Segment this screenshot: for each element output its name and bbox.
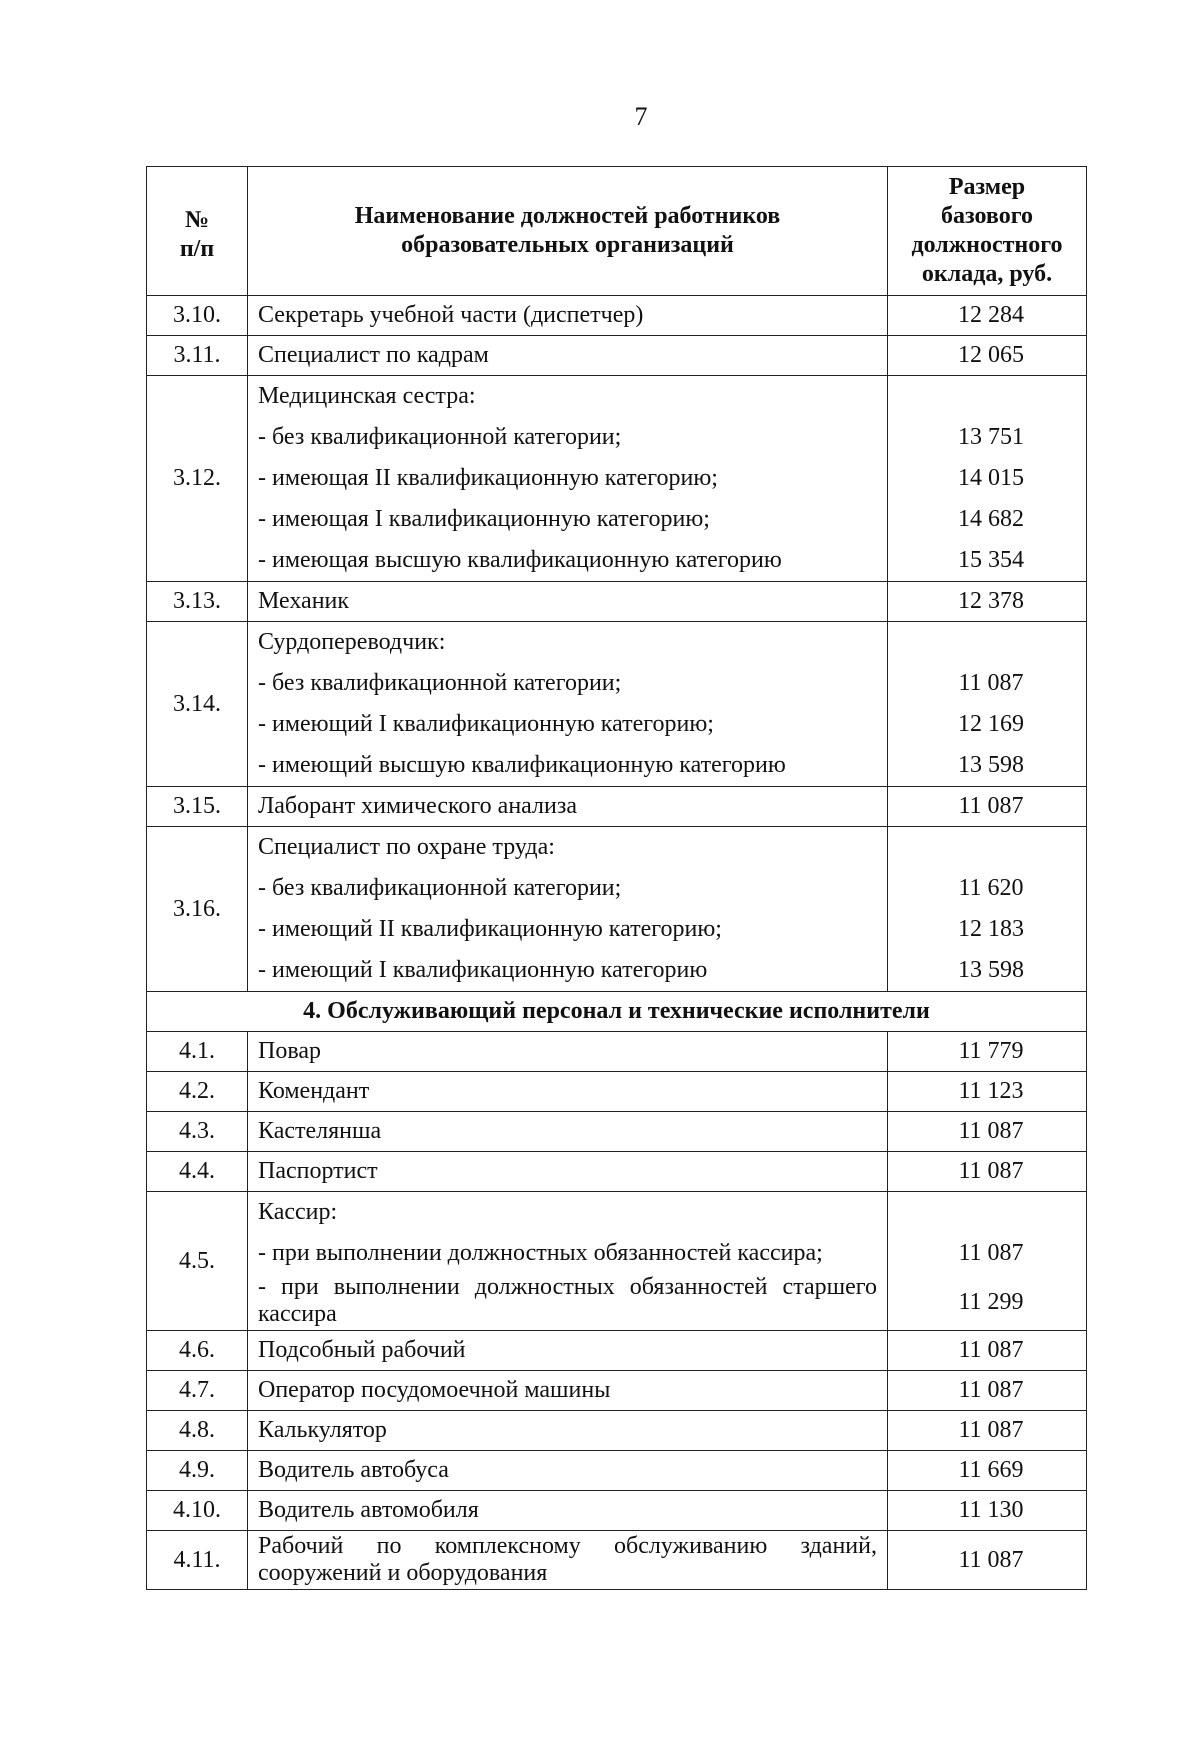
table-row: [147, 582, 1087, 622]
table-row: [147, 1371, 1087, 1411]
row-position-group: [248, 376, 888, 582]
table-row-group: [147, 622, 1087, 787]
row-number: 3.16.: [147, 827, 248, 992]
page-number: 7: [634, 102, 648, 131]
row-position: Механик: [248, 582, 888, 622]
row-salary-group: [888, 622, 1087, 787]
row-salary: 12 065: [888, 336, 1087, 376]
table-row: [147, 1491, 1087, 1531]
table-row-group: [147, 1192, 1087, 1331]
group-item: - при выполнении должностных обязанностей старшего кассира: [258, 1274, 877, 1327]
header-salary-label: Размер базового должностного оклада, руб.: [911, 174, 1063, 287]
row-salary: 12 284: [888, 296, 1087, 336]
row-number: 3.14.: [147, 622, 248, 787]
table-row: [147, 1112, 1087, 1152]
group-item-salary: 11 087: [958, 670, 1024, 696]
group-item: - без квалификационной категории;: [258, 670, 622, 696]
row-number: 3.12.: [147, 376, 248, 582]
group-item-salary: 13 598: [958, 957, 1024, 983]
row-salary: 12 378: [888, 582, 1087, 622]
row-position: Лаборант химического анализа: [248, 787, 888, 827]
group-item-salary: 13 751: [958, 424, 1024, 450]
row-salary: 11 130: [888, 1491, 1087, 1531]
row-position: Секретарь учебной части (диспетчер): [248, 296, 888, 336]
table-row: [147, 1411, 1087, 1451]
row-salary: 11 779: [888, 1032, 1087, 1072]
header-position-label: Наименование должностей работников образовательных организаций: [354, 203, 781, 258]
group-item-salary: 11 087: [958, 1240, 1024, 1266]
row-position: Комендант: [248, 1072, 888, 1112]
group-item-salary: 13 598: [958, 752, 1024, 778]
group-item: - имеющий высшую квалификационную категорию: [258, 752, 786, 778]
group-item: - без квалификационной категории;: [258, 424, 622, 450]
section-title: 4. Обслуживающий персонал и технические исполнители: [147, 992, 1087, 1032]
row-number: 3.11.: [147, 336, 248, 376]
group-item: - имеющая высшую квалификационную категорию: [258, 547, 782, 573]
salary-table-container: [146, 166, 1086, 1590]
row-salary-group: [888, 1192, 1087, 1331]
row-number: 3.10.: [147, 296, 248, 336]
row-number: 4.9.: [147, 1451, 248, 1491]
row-position: Повар: [248, 1032, 888, 1072]
table-row: [147, 787, 1087, 827]
table-header-row: [147, 167, 1087, 296]
salary-table: [146, 166, 1087, 1590]
header-salary: [888, 167, 1087, 296]
row-number: 4.1.: [147, 1032, 248, 1072]
header-number: [147, 167, 248, 296]
table-row: [147, 1152, 1087, 1192]
group-item-salary: 11 620: [958, 875, 1024, 901]
row-position: Водитель автобуса: [248, 1451, 888, 1491]
row-position-group: [248, 622, 888, 787]
group-item: - имеющий II квалификационную категорию;: [258, 916, 722, 942]
row-salary: 11 087: [888, 1411, 1087, 1451]
group-item-salary: 12 169: [958, 711, 1024, 737]
row-salary: 11 087: [888, 1531, 1087, 1590]
row-number: 4.6.: [147, 1331, 248, 1371]
table-row: [147, 1451, 1087, 1491]
row-number: 4.7.: [147, 1371, 248, 1411]
row-number: 4.4.: [147, 1152, 248, 1192]
row-number: 4.8.: [147, 1411, 248, 1451]
row-position: Рабочий по комплексному обслуживанию зданий, сооружений и оборудования: [248, 1531, 888, 1590]
table-row: [147, 1072, 1087, 1112]
row-salary: 11 123: [888, 1072, 1087, 1112]
group-item-salary: 14 015: [958, 465, 1024, 491]
group-item: - без квалификационной категории;: [258, 875, 622, 901]
table-row: [147, 1032, 1087, 1072]
row-salary: 11 669: [888, 1451, 1087, 1491]
table-row: [147, 1531, 1087, 1590]
row-position: Калькулятор: [248, 1411, 888, 1451]
row-number: 4.5.: [147, 1192, 248, 1331]
row-position: Подсобный рабочий: [248, 1331, 888, 1371]
row-salary: 11 087: [888, 1112, 1087, 1152]
group-item: - имеющий I квалификационную категорию: [258, 957, 708, 983]
row-number: 4.11.: [147, 1531, 248, 1590]
row-position-group: [248, 827, 888, 992]
row-salary: 11 087: [888, 787, 1087, 827]
header-position-name: [248, 167, 888, 296]
group-item: - имеющая II квалификационную категорию;: [258, 465, 718, 491]
table-row: [147, 336, 1087, 376]
table-row-group: [147, 827, 1087, 992]
group-item-salary: 15 354: [958, 547, 1024, 573]
row-number: 4.10.: [147, 1491, 248, 1531]
row-position-group: [248, 1192, 888, 1331]
group-title: Медицинская сестра:: [258, 383, 476, 409]
row-salary: 11 087: [888, 1331, 1087, 1371]
group-item-salary: 12 183: [958, 916, 1024, 942]
row-number: 4.3.: [147, 1112, 248, 1152]
row-salary-group: [888, 827, 1087, 992]
table-row: [147, 296, 1087, 336]
table-row: [147, 1331, 1087, 1371]
group-item: - имеющий I квалификационную категорию;: [258, 711, 714, 737]
group-item-salary: 11 299: [958, 1289, 1024, 1315]
section-header-row: [147, 992, 1087, 1032]
group-title: Специалист по охране труда:: [258, 834, 555, 860]
table-row-group: [147, 376, 1087, 582]
group-title: Кассир:: [258, 1199, 338, 1225]
row-salary: 11 087: [888, 1152, 1087, 1192]
row-position: Оператор посудомоечной машины: [248, 1371, 888, 1411]
group-item: - при выполнении должностных обязанностей кассира;: [258, 1240, 823, 1266]
group-item: - имеющая I квалификационную категорию;: [258, 506, 710, 532]
row-salary-group: [888, 376, 1087, 582]
row-number: 3.15.: [147, 787, 248, 827]
row-position: Водитель автомобиля: [248, 1491, 888, 1531]
group-title: Сурдопереводчик:: [258, 629, 446, 655]
row-position: Кастелянша: [248, 1112, 888, 1152]
row-number: 3.13.: [147, 582, 248, 622]
row-salary: 11 087: [888, 1371, 1087, 1411]
row-position: Специалист по кадрам: [248, 336, 888, 376]
header-number-label: № п/п: [179, 207, 215, 262]
row-number: 4.2.: [147, 1072, 248, 1112]
row-position: Паспортист: [248, 1152, 888, 1192]
group-item-salary: 14 682: [958, 506, 1024, 532]
